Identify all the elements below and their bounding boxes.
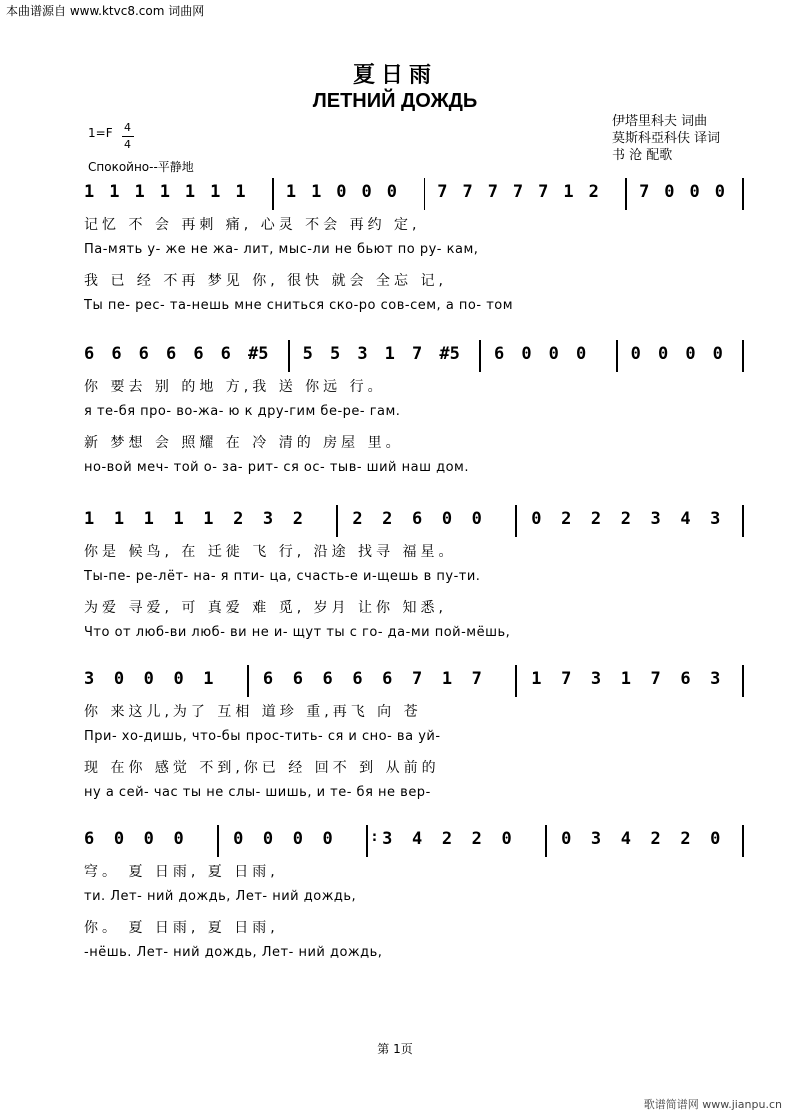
note: 7 bbox=[471, 669, 482, 689]
note: 2 bbox=[441, 829, 453, 849]
note: 1 bbox=[311, 182, 322, 202]
watermark: 歌谱简谱网 www.jianpu.cn bbox=[643, 1098, 782, 1111]
note: 4 bbox=[412, 829, 423, 849]
note: 2 bbox=[650, 829, 661, 849]
bar-line bbox=[217, 825, 219, 857]
note: 0 bbox=[143, 669, 154, 689]
lyric-line: При- хо-дишь, что-бы прос-тить- ся и сно- ва уй- bbox=[84, 729, 441, 744]
note: 1 bbox=[203, 509, 214, 529]
note: 3 bbox=[710, 669, 721, 689]
note: 6 bbox=[352, 669, 363, 689]
note: 0 bbox=[630, 344, 641, 364]
note: 1 bbox=[203, 669, 214, 689]
note: 3 bbox=[357, 344, 368, 364]
note: 7 bbox=[437, 182, 448, 202]
note: 0 bbox=[531, 509, 542, 529]
lyric-line: Па-мять у- же не жа- лит, мыс-ли не бьют по ру- кам, bbox=[84, 242, 479, 257]
note: 1 bbox=[143, 509, 154, 529]
note: 0 bbox=[262, 829, 274, 849]
lyric-line: Что от люб-ви люб- ви не и- щут ты с го- да-ми пой-мёшь, bbox=[84, 625, 511, 640]
note: 6 bbox=[84, 829, 95, 849]
note: 0 bbox=[710, 829, 721, 849]
note: 2 bbox=[561, 509, 572, 529]
note: 1 bbox=[531, 669, 542, 689]
bar-line bbox=[625, 178, 627, 210]
credit-line: 伊塔里科夫 词曲 bbox=[612, 114, 708, 129]
bar-line bbox=[424, 178, 426, 210]
music-system bbox=[0, 825, 790, 865]
note: 0 bbox=[548, 344, 559, 364]
lyric-line: но-вой меч- той о- за- рит- ся ос- тыв- ший наш дом. bbox=[84, 460, 469, 475]
note: 7 bbox=[487, 182, 498, 202]
music-system bbox=[0, 505, 790, 545]
bar-line bbox=[247, 665, 249, 697]
lyric-line: 为爱 寻爱, 可 真爱 难 觅, 岁月 让你 知悉, bbox=[84, 600, 447, 616]
note: 5 bbox=[330, 344, 341, 364]
note: 4 bbox=[680, 509, 691, 529]
lyric-line: 你。 夏 日雨, 夏 日雨, bbox=[84, 920, 279, 936]
note: 0 bbox=[685, 344, 696, 364]
note: 1 bbox=[563, 182, 574, 202]
note: 0 bbox=[658, 344, 669, 364]
note: #5 bbox=[248, 344, 269, 364]
note: 7 bbox=[561, 669, 572, 689]
bar-line bbox=[515, 505, 517, 537]
note: 2 bbox=[292, 509, 303, 529]
note: 3 bbox=[84, 669, 95, 689]
repeat-sign: : bbox=[370, 829, 379, 845]
bar-line bbox=[742, 505, 744, 537]
lyric-line: 你是 候鸟, 在 迁徙 飞 行, 沿途 找寻 福星。 bbox=[84, 544, 457, 560]
bar-line bbox=[366, 825, 368, 857]
note: 0 bbox=[576, 344, 587, 364]
note: 0 bbox=[712, 344, 723, 364]
key-signature: 1=F bbox=[88, 126, 113, 140]
note: 0 bbox=[143, 829, 154, 849]
note: 0 bbox=[113, 829, 125, 849]
note: 0 bbox=[664, 182, 675, 202]
note: 7 bbox=[538, 182, 549, 202]
bar-line bbox=[616, 340, 618, 372]
page-number: 第 1页 bbox=[377, 1042, 413, 1056]
note: 3 bbox=[590, 669, 602, 689]
bar-line bbox=[336, 505, 338, 537]
lyric-line: 你 来这儿,为了 互相 道珍 重,再飞 向 苍 bbox=[84, 704, 422, 720]
note: 5 bbox=[302, 344, 313, 364]
lyric-line: 你 要去 别 的地 方,我 送 你远 行。 bbox=[84, 379, 386, 395]
note: 3 bbox=[650, 509, 661, 529]
note: 3 bbox=[262, 509, 274, 529]
note: 1 bbox=[441, 669, 453, 689]
note: 0 bbox=[714, 182, 726, 202]
lyric-line: Ты пе- рес- та-нешь мне сниться ско-ро сов-сем, а по- том bbox=[84, 298, 514, 313]
bar-line bbox=[479, 340, 481, 372]
bar-line bbox=[272, 178, 274, 210]
lyric-line: Ты-пе- ре-лёт- на- я пти- ца, счасть-е и-щешь в пу-ти. bbox=[84, 569, 481, 584]
lyric-line: -нёшь. Лет- ний дождь, Лет- ний дождь, bbox=[84, 945, 383, 960]
source-note: 本曲谱源自 www.ktvc8.com 词曲网 bbox=[6, 4, 205, 18]
lyric-line: я те-бя про- во-жа- ю к дру-гим бе-ре- гам. bbox=[84, 404, 401, 419]
note: 1 bbox=[113, 509, 125, 529]
note: 1 bbox=[235, 182, 246, 202]
note: 2 bbox=[233, 509, 244, 529]
meter-line bbox=[122, 136, 134, 137]
note: #5 bbox=[439, 344, 460, 364]
note: 6 bbox=[412, 509, 423, 529]
note: 0 bbox=[322, 829, 333, 849]
bar-line bbox=[742, 665, 744, 697]
note: 7 bbox=[462, 182, 473, 202]
note: 6 bbox=[111, 344, 122, 364]
note: 6 bbox=[292, 669, 303, 689]
note: 1 bbox=[184, 182, 196, 202]
note: 0 bbox=[471, 509, 482, 529]
note: 0 bbox=[173, 669, 184, 689]
note: 7 bbox=[412, 669, 423, 689]
lyric-line: 现 在你 感觉 不到,你已 经 回不 到 从前的 bbox=[84, 760, 440, 776]
bar-line bbox=[742, 340, 744, 372]
bar-line bbox=[742, 178, 744, 210]
note: 6 bbox=[220, 344, 231, 364]
note: 0 bbox=[689, 182, 700, 202]
note: 1 bbox=[620, 669, 631, 689]
note: 0 bbox=[386, 182, 398, 202]
bar-line bbox=[545, 825, 547, 857]
note: 0 bbox=[336, 182, 347, 202]
note: 2 bbox=[352, 509, 363, 529]
note: 2 bbox=[471, 829, 482, 849]
lyric-line: ну а сей- час ты не слы- шишь, и те- бя не вер- bbox=[84, 785, 431, 800]
note: 2 bbox=[588, 182, 599, 202]
note: 0 bbox=[561, 829, 572, 849]
note: 6 bbox=[166, 344, 177, 364]
lyric-line: ти. Лет- ний дождь, Лет- ний дождь, bbox=[84, 889, 357, 904]
note: 6 bbox=[382, 669, 393, 689]
time-signature-bottom: 4 bbox=[124, 138, 131, 151]
note: 0 bbox=[173, 829, 184, 849]
note: 6 bbox=[322, 669, 333, 689]
music-system bbox=[0, 665, 790, 705]
note: 1 bbox=[173, 509, 184, 529]
music-system bbox=[0, 178, 790, 218]
lyric-line: 新 梦想 会 照耀 在 冷 清的 房屋 里。 bbox=[84, 435, 404, 451]
note: 4 bbox=[620, 829, 631, 849]
note: 1 bbox=[134, 182, 145, 202]
lyric-line: 穹。 夏 日雨, 夏 日雨, bbox=[84, 864, 279, 880]
note: 1 bbox=[285, 182, 297, 202]
note: 2 bbox=[382, 509, 393, 529]
note: 0 bbox=[233, 829, 244, 849]
bar-line bbox=[515, 665, 517, 697]
lyric-line: 我 已 经 不再 梦见 你, 很快 就会 全忘 记, bbox=[84, 273, 447, 289]
lyric-line: 记忆 不 会 再刺 痛, 心灵 不会 再约 定, bbox=[84, 217, 421, 233]
note: 2 bbox=[590, 509, 602, 529]
bar-line bbox=[742, 825, 744, 857]
note: 3 bbox=[710, 509, 721, 529]
credit-line: 书 沧 配歌 bbox=[612, 148, 673, 163]
note: 6 bbox=[494, 344, 505, 364]
note: 7 bbox=[650, 669, 661, 689]
note: 3 bbox=[382, 829, 393, 849]
note: 0 bbox=[292, 829, 303, 849]
note: 0 bbox=[113, 669, 125, 689]
credit-line: 莫斯科亞科伕 译词 bbox=[612, 131, 721, 146]
note: 6 bbox=[193, 344, 204, 364]
note: 2 bbox=[680, 829, 691, 849]
song-title-russian: ЛЕТНИЙ ДОЖДЬ bbox=[312, 90, 478, 112]
note: 1 bbox=[84, 182, 95, 202]
note: 2 bbox=[620, 509, 631, 529]
note: 6 bbox=[84, 344, 95, 364]
note: 7 bbox=[412, 344, 423, 364]
time-signature-top: 4 bbox=[124, 121, 131, 134]
note: 0 bbox=[361, 182, 372, 202]
note: 7 bbox=[639, 182, 650, 202]
note: 3 bbox=[590, 829, 602, 849]
note: 0 bbox=[501, 829, 512, 849]
bar-line bbox=[288, 340, 290, 372]
note: 6 bbox=[138, 344, 149, 364]
tempo-marking: Спокойно--平静地 bbox=[88, 160, 194, 174]
note: 6 bbox=[262, 669, 274, 689]
music-system bbox=[0, 340, 790, 380]
note: 0 bbox=[441, 509, 453, 529]
note: 0 bbox=[521, 344, 532, 364]
song-title-chinese: 夏日雨 bbox=[352, 62, 437, 88]
note: 1 bbox=[159, 182, 170, 202]
note: 7 bbox=[512, 182, 524, 202]
note: 1 bbox=[84, 509, 95, 529]
note: 1 bbox=[109, 182, 120, 202]
note: 6 bbox=[680, 669, 691, 689]
note: 1 bbox=[384, 344, 395, 364]
note: 1 bbox=[210, 182, 221, 202]
